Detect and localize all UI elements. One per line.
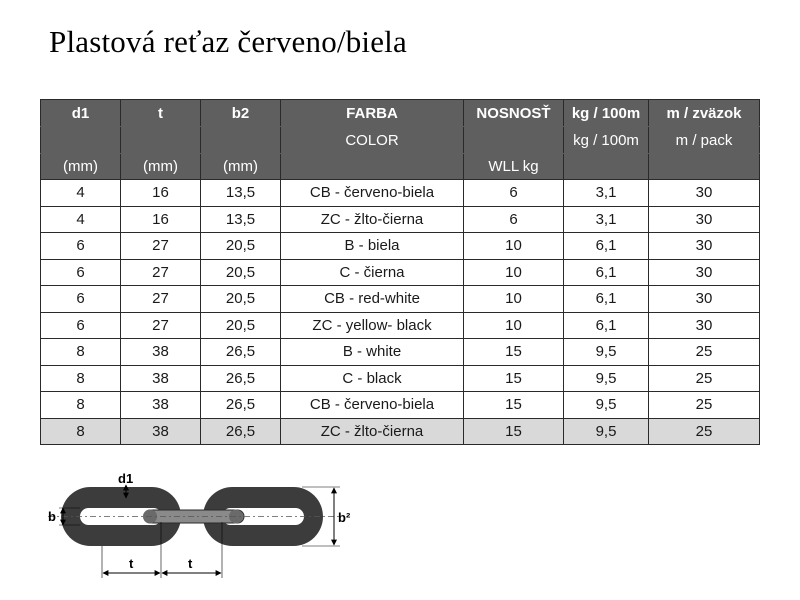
table-row [41,206,760,233]
table-cell: 8 [41,339,121,366]
table-cell: 6 [41,233,121,260]
table-cell: 38 [121,392,201,419]
table-cell: 27 [121,233,201,260]
table-cell: 8 [41,392,121,419]
table-cell: CB - red-white [281,286,464,313]
table-cell: 26,5 [201,392,281,419]
dim-label-t: t [129,556,134,571]
table-row [41,392,760,419]
table-cell: 9,5 [564,418,649,445]
table-cell: 38 [121,365,201,392]
table-cell: 38 [121,418,201,445]
table-cell: 26,5 [201,339,281,366]
table-cell: 27 [121,286,201,313]
table-cell: ZC - yellow- black [281,312,464,339]
dim-label-t: t [188,556,193,571]
table-cell: 9,5 [564,392,649,419]
table-cell: B - white [281,339,464,366]
table-cell: 30 [649,286,760,313]
header-cell [649,154,760,180]
table-cell: 30 [649,233,760,260]
chain-dimension-diagram [40,462,370,582]
table-row [41,418,760,445]
table-cell: 6 [464,180,564,207]
header-cell [564,154,649,180]
table-cell: 15 [464,365,564,392]
table-row [41,233,760,260]
table-cell: 30 [649,259,760,286]
table-cell: ZC - žlto-čierna [281,206,464,233]
table-cell: 16 [121,206,201,233]
header-cell: (mm) [41,154,121,180]
table-cell: 15 [464,392,564,419]
header-cell: b2 [201,100,281,127]
table-cell: 6 [41,286,121,313]
table-cell: 15 [464,418,564,445]
table-cell: 13,5 [201,206,281,233]
table-cell: CB - červeno-biela [281,180,464,207]
table-cell: 8 [41,418,121,445]
table-cell: 9,5 [564,339,649,366]
table-cell: 15 [464,339,564,366]
table-cell: 20,5 [201,286,281,313]
table-cell: 20,5 [201,312,281,339]
table-cell: C - čierna [281,259,464,286]
header-cell: kg / 100m [564,127,649,154]
table-cell: 6 [41,312,121,339]
table-cell: 27 [121,312,201,339]
table-cell: 10 [464,233,564,260]
table-cell: 20,5 [201,259,281,286]
table-cell: 9,5 [564,365,649,392]
table-cell: 3,1 [564,206,649,233]
header-cell: t [121,100,201,127]
table-cell: 10 [464,286,564,313]
table-cell: 6 [41,259,121,286]
table-cell: 38 [121,339,201,366]
table-cell: 26,5 [201,418,281,445]
table-cell: 26,5 [201,365,281,392]
dim-label-b: b [48,509,56,524]
table-cell: 25 [649,392,760,419]
table-cell: C - black [281,365,464,392]
table-cell: 6,1 [564,259,649,286]
table-cell: 10 [464,259,564,286]
header-row-1 [41,100,760,127]
table-cell: 27 [121,259,201,286]
table-cell: 8 [41,365,121,392]
table-cell: 20,5 [201,233,281,260]
table-cell: 4 [41,206,121,233]
header-cell: COLOR [281,127,464,154]
header-cell [41,127,121,154]
table-cell: 3,1 [564,180,649,207]
table-cell: 6,1 [564,233,649,260]
spec-table-body [41,180,760,445]
table-cell: 30 [649,180,760,207]
table-cell: 25 [649,418,760,445]
header-cell: kg / 100m [564,100,649,127]
table-cell: 6,1 [564,312,649,339]
table-row [41,286,760,313]
header-cell [121,127,201,154]
table-cell: 30 [649,206,760,233]
table-row [41,312,760,339]
dim-label-b2: b² [338,510,351,525]
header-cell: d1 [41,100,121,127]
table-row [41,365,760,392]
table-cell: ZC - žlto-čierna [281,418,464,445]
dim-label-d1: d1 [118,471,134,486]
header-cell [464,127,564,154]
table-row [41,180,760,207]
page-title: Plastová reťaz červeno/biela [49,24,407,59]
table-cell: CB - červeno-biela [281,392,464,419]
table-cell: 25 [649,365,760,392]
header-cell: WLL kg [464,154,564,180]
table-cell: 30 [649,312,760,339]
table-cell: B - biela [281,233,464,260]
table-cell: 16 [121,180,201,207]
table-cell: 6,1 [564,286,649,313]
table-row [41,339,760,366]
header-cell [281,154,464,180]
table-cell: 13,5 [201,180,281,207]
table-cell: 25 [649,339,760,366]
header-row-3 [41,154,760,180]
table-cell: 10 [464,312,564,339]
header-cell: (mm) [201,154,281,180]
header-cell: m / zväzok [649,100,760,127]
header-cell: (mm) [121,154,201,180]
table-cell: 6 [464,206,564,233]
header-cell: FARBA [281,100,464,127]
header-cell: NOSNOSŤ [464,100,564,127]
spec-table [40,99,760,445]
header-cell [201,127,281,154]
table-cell: 4 [41,180,121,207]
header-row-2 [41,127,760,154]
table-row [41,259,760,286]
header-cell: m / pack [649,127,760,154]
